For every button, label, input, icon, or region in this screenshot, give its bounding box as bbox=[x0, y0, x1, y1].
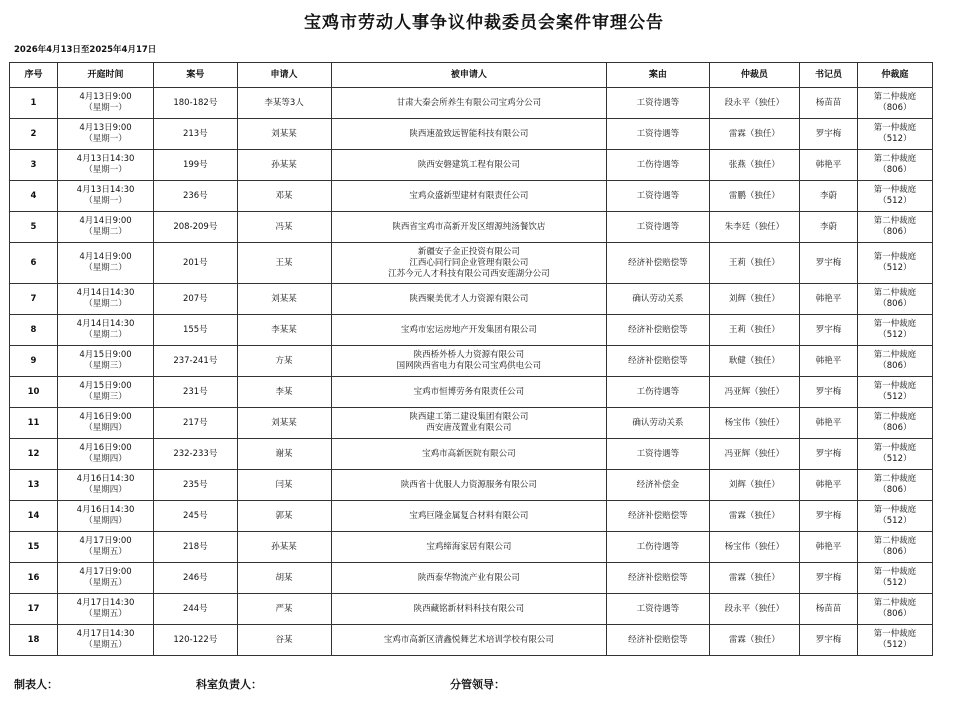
cell-arbitrator: 耿健（独任） bbox=[709, 346, 800, 377]
cell-clerk: 罗宇梅 bbox=[800, 625, 857, 656]
header-arbitrator: 仲裁员 bbox=[709, 63, 800, 88]
respondent-name: 宝鸡市高新医院有限公司 bbox=[422, 448, 516, 459]
tribunal-room: （806） bbox=[878, 423, 912, 433]
respondent-name: 国网陕西省电力有限公司宝鸡供电公司 bbox=[396, 361, 542, 371]
hearing-time: 4月13日9:00 bbox=[79, 92, 132, 102]
hearing-time: 4月16日14:30 bbox=[76, 505, 135, 515]
cell-respondent bbox=[331, 377, 607, 408]
cell-time bbox=[58, 150, 154, 181]
tribunal-name: 第一仲裁庭 bbox=[873, 252, 917, 262]
tribunal-room: （512） bbox=[878, 578, 912, 588]
cell-case-no: 199号 bbox=[154, 150, 238, 181]
cell-case-no: 245号 bbox=[154, 501, 238, 532]
cell-applicant: 方某 bbox=[237, 346, 331, 377]
table-row bbox=[10, 377, 933, 408]
hearing-time: 4月16日9:00 bbox=[79, 443, 132, 453]
cell-applicant: 谷某 bbox=[237, 625, 331, 656]
cell-arbitrator: 王莉（独任） bbox=[709, 243, 800, 284]
case-rows bbox=[10, 88, 933, 656]
hearing-time: 4月16日14:30 bbox=[76, 474, 135, 484]
cell-respondent bbox=[331, 346, 607, 377]
cell-cause: 工资待遇等 bbox=[607, 88, 709, 119]
cell-arbitrator: 刘辉（独任） bbox=[709, 284, 800, 315]
respondent-name: 西安唐茂置业有限公司 bbox=[426, 423, 512, 433]
cell-case-no: 244号 bbox=[154, 594, 238, 625]
table-row bbox=[10, 212, 933, 243]
hearing-weekday: （星期二） bbox=[84, 299, 127, 309]
tribunal-room: （512） bbox=[878, 640, 912, 650]
respondent-name: 宝鸡市恒博劳务有限责任公司 bbox=[413, 386, 525, 397]
table-row bbox=[10, 315, 933, 346]
cell-tribunal bbox=[857, 181, 932, 212]
table-row bbox=[10, 501, 933, 532]
tribunal-room: （512） bbox=[878, 330, 912, 340]
cell-seq: 14 bbox=[10, 501, 58, 532]
cell-arbitrator: 雷霖（独任） bbox=[709, 625, 800, 656]
cell-seq: 3 bbox=[10, 150, 58, 181]
cell-time bbox=[58, 377, 154, 408]
hearing-time: 4月16日9:00 bbox=[79, 412, 132, 422]
cell-case-no: 213号 bbox=[154, 119, 238, 150]
cell-time bbox=[58, 470, 154, 501]
tribunal-room: （806） bbox=[878, 485, 912, 495]
tribunal-name: 第一仲裁庭 bbox=[873, 443, 917, 453]
cell-clerk: 罗宇梅 bbox=[800, 501, 857, 532]
cell-clerk: 罗宇梅 bbox=[800, 243, 857, 284]
cell-applicant: 邓某 bbox=[237, 181, 331, 212]
cell-respondent bbox=[331, 212, 607, 243]
respondent-name: 宝鸡市宏运房地产开发集团有限公司 bbox=[400, 324, 537, 335]
hearing-time: 4月17日14:30 bbox=[76, 629, 135, 639]
tribunal-name: 第一仲裁庭 bbox=[873, 505, 917, 515]
cell-arbitrator: 雷鹏（独任） bbox=[709, 181, 800, 212]
tribunal-room: （512） bbox=[878, 516, 912, 526]
respondent-name: 陕西泰华物流产业有限公司 bbox=[417, 572, 520, 583]
hearing-time: 4月14日14:30 bbox=[76, 319, 135, 329]
tribunal-name: 第二仲裁庭 bbox=[873, 536, 917, 546]
cell-seq: 4 bbox=[10, 181, 58, 212]
cell-case-no: 180-182号 bbox=[154, 88, 238, 119]
table-row bbox=[10, 181, 933, 212]
hearing-weekday: （星期四） bbox=[84, 423, 127, 433]
tribunal-name: 第一仲裁庭 bbox=[873, 123, 917, 133]
tribunal-name: 第一仲裁庭 bbox=[873, 629, 917, 639]
cell-case-no: 231号 bbox=[154, 377, 238, 408]
cell-seq: 9 bbox=[10, 346, 58, 377]
cell-tribunal bbox=[857, 346, 932, 377]
cell-respondent bbox=[331, 594, 607, 625]
cell-case-no: 207号 bbox=[154, 284, 238, 315]
cell-cause: 经济补偿赔偿等 bbox=[607, 563, 709, 594]
cell-applicant: 李某某 bbox=[237, 315, 331, 346]
hearing-weekday: （星期一） bbox=[84, 103, 127, 113]
hearing-time: 4月14日14:30 bbox=[76, 288, 135, 298]
table-row bbox=[10, 594, 933, 625]
cell-seq: 1 bbox=[10, 88, 58, 119]
cell-applicant: 冯某 bbox=[237, 212, 331, 243]
cell-time bbox=[58, 212, 154, 243]
header-respondent: 被申请人 bbox=[331, 63, 607, 88]
tribunal-name: 第一仲裁庭 bbox=[873, 381, 917, 391]
cell-tribunal bbox=[857, 439, 932, 470]
cell-clerk: 韩艳平 bbox=[800, 532, 857, 563]
cell-tribunal bbox=[857, 150, 932, 181]
cell-arbitrator: 刘辉（独任） bbox=[709, 470, 800, 501]
cell-cause: 工伤待遇等 bbox=[607, 377, 709, 408]
cell-case-no: 201号 bbox=[154, 243, 238, 284]
cell-case-no: 235号 bbox=[154, 470, 238, 501]
cell-cause: 经济补偿赔偿等 bbox=[607, 243, 709, 284]
header-time: 开庭时间 bbox=[58, 63, 154, 88]
cell-tribunal bbox=[857, 88, 932, 119]
respondent-name: 陕西省宝鸡市高新开发区缙源纯汤餐饮店 bbox=[392, 221, 546, 232]
cell-applicant: 严某 bbox=[237, 594, 331, 625]
header-case-no: 案号 bbox=[154, 63, 238, 88]
page-title: 宝鸡市劳动人事争议仲裁委员会案件审理公告 bbox=[304, 13, 664, 33]
cell-applicant: 王某 bbox=[237, 243, 331, 284]
table-row bbox=[10, 439, 933, 470]
cell-time bbox=[58, 181, 154, 212]
respondent-name: 陕西速盈致远智能科技有限公司 bbox=[409, 128, 529, 139]
cell-respondent bbox=[331, 532, 607, 563]
cell-time bbox=[58, 119, 154, 150]
cell-respondent bbox=[331, 88, 607, 119]
cell-clerk: 李蔚 bbox=[800, 181, 857, 212]
hearing-weekday: （星期二） bbox=[84, 330, 127, 340]
cell-seq: 16 bbox=[10, 563, 58, 594]
tribunal-name: 第二仲裁庭 bbox=[873, 474, 917, 484]
cell-time bbox=[58, 284, 154, 315]
cell-cause: 经济补偿金 bbox=[607, 470, 709, 501]
tribunal-name: 第二仲裁庭 bbox=[873, 288, 917, 298]
footer-office-head: 科室负责人： bbox=[196, 678, 262, 691]
hearing-weekday: （星期五） bbox=[84, 547, 127, 557]
cell-cause: 经济补偿赔偿等 bbox=[607, 346, 709, 377]
tribunal-room: （806） bbox=[878, 361, 912, 371]
cell-case-no: 217号 bbox=[154, 408, 238, 439]
cell-case-no: 236号 bbox=[154, 181, 238, 212]
hearing-weekday: （星期三） bbox=[84, 392, 127, 402]
table-row bbox=[10, 150, 933, 181]
hearing-weekday: （星期四） bbox=[84, 516, 127, 526]
cell-case-no: 237-241号 bbox=[154, 346, 238, 377]
cell-cause: 工资待遇等 bbox=[607, 439, 709, 470]
respondent-name: 陕西聚美优才人力资源有限公司 bbox=[409, 293, 529, 304]
cell-arbitrator: 段永平（独任） bbox=[709, 88, 800, 119]
cell-cause: 确认劳动关系 bbox=[607, 408, 709, 439]
cell-tribunal bbox=[857, 212, 932, 243]
cell-tribunal bbox=[857, 408, 932, 439]
tribunal-room: （806） bbox=[878, 227, 912, 237]
hearing-weekday: （星期一） bbox=[84, 196, 127, 206]
cell-respondent bbox=[331, 625, 607, 656]
hearing-weekday: （星期三） bbox=[84, 361, 127, 371]
cell-arbitrator: 冯亚辉（独任） bbox=[709, 377, 800, 408]
hearing-time: 4月15日9:00 bbox=[79, 350, 132, 360]
table-row bbox=[10, 563, 933, 594]
tribunal-room: （806） bbox=[878, 103, 912, 113]
cell-seq: 17 bbox=[10, 594, 58, 625]
cell-tribunal bbox=[857, 470, 932, 501]
cell-seq: 6 bbox=[10, 243, 58, 284]
hearing-weekday: （星期二） bbox=[84, 263, 127, 273]
cell-case-no: 120-122号 bbox=[154, 625, 238, 656]
cell-arbitrator: 王莉（独任） bbox=[709, 315, 800, 346]
cell-clerk: 罗宇梅 bbox=[800, 119, 857, 150]
hearing-weekday: （星期四） bbox=[84, 454, 127, 464]
cell-seq: 8 bbox=[10, 315, 58, 346]
table-row bbox=[10, 243, 933, 284]
cell-tribunal bbox=[857, 625, 932, 656]
respondent-name: 甘肃大秦会所养生有限公司宝鸡分公司 bbox=[396, 97, 542, 108]
cell-cause: 工资待遇等 bbox=[607, 181, 709, 212]
cell-tribunal bbox=[857, 532, 932, 563]
cell-seq: 10 bbox=[10, 377, 58, 408]
cell-respondent bbox=[331, 408, 607, 439]
tribunal-name: 第二仲裁庭 bbox=[873, 92, 917, 102]
cell-arbitrator: 杨宝伟（独任） bbox=[709, 532, 800, 563]
table-row bbox=[10, 88, 933, 119]
respondent-name: 陕西省十优服人力资源服务有限公司 bbox=[400, 479, 537, 490]
cell-time bbox=[58, 563, 154, 594]
tribunal-name: 第一仲裁庭 bbox=[873, 567, 917, 577]
cell-respondent bbox=[331, 119, 607, 150]
cell-cause: 工资待遇等 bbox=[607, 212, 709, 243]
cell-time bbox=[58, 346, 154, 377]
hearing-weekday: （星期五） bbox=[84, 640, 127, 650]
hearing-time: 4月15日9:00 bbox=[79, 381, 132, 391]
cell-clerk: 罗宇梅 bbox=[800, 315, 857, 346]
cell-arbitrator: 段永平（独任） bbox=[709, 594, 800, 625]
cell-cause: 工伤待遇等 bbox=[607, 150, 709, 181]
case-table bbox=[9, 62, 933, 656]
cell-tribunal bbox=[857, 284, 932, 315]
cell-respondent bbox=[331, 501, 607, 532]
table-row bbox=[10, 625, 933, 656]
cell-tribunal bbox=[857, 243, 932, 284]
cell-time bbox=[58, 88, 154, 119]
tribunal-name: 第二仲裁庭 bbox=[873, 350, 917, 360]
cell-tribunal bbox=[857, 377, 932, 408]
cell-cause: 经济补偿赔偿等 bbox=[607, 625, 709, 656]
cell-case-no: 208-209号 bbox=[154, 212, 238, 243]
tribunal-name: 第二仲裁庭 bbox=[873, 154, 917, 164]
cell-seq: 11 bbox=[10, 408, 58, 439]
respondent-name: 新疆安子金正投资有限公司 bbox=[417, 246, 520, 257]
tribunal-name: 第二仲裁庭 bbox=[873, 598, 917, 608]
cell-respondent bbox=[331, 315, 607, 346]
respondent-name: 宝鸡缔海家居有限公司 bbox=[426, 541, 512, 552]
cell-respondent bbox=[331, 243, 607, 284]
cell-case-no: 246号 bbox=[154, 563, 238, 594]
hearing-weekday: （星期四） bbox=[84, 485, 127, 495]
cell-time bbox=[58, 439, 154, 470]
cell-time bbox=[58, 243, 154, 284]
cell-applicant: 胡某 bbox=[237, 563, 331, 594]
cell-clerk: 罗宇梅 bbox=[800, 377, 857, 408]
cell-respondent bbox=[331, 563, 607, 594]
cell-cause: 工资待遇等 bbox=[607, 119, 709, 150]
cell-cause: 工资待遇等 bbox=[607, 594, 709, 625]
cell-arbitrator: 雷霖（独任） bbox=[709, 119, 800, 150]
header-clerk: 书记员 bbox=[800, 63, 857, 88]
cell-arbitrator: 杨宝伟（独任） bbox=[709, 408, 800, 439]
cell-cause: 工伤待遇等 bbox=[607, 532, 709, 563]
cell-applicant: 李某等3人 bbox=[237, 88, 331, 119]
cell-seq: 13 bbox=[10, 470, 58, 501]
cell-time bbox=[58, 625, 154, 656]
hearing-time: 4月17日9:00 bbox=[79, 536, 132, 546]
hearing-time: 4月14日9:00 bbox=[79, 252, 132, 262]
cell-respondent bbox=[331, 181, 607, 212]
cell-respondent bbox=[331, 150, 607, 181]
header-seq: 序号 bbox=[10, 63, 58, 88]
cell-arbitrator: 张燕（独任） bbox=[709, 150, 800, 181]
table-row bbox=[10, 532, 933, 563]
tribunal-name: 第二仲裁庭 bbox=[873, 216, 917, 226]
tribunal-room: （512） bbox=[878, 196, 912, 206]
cell-applicant: 李某 bbox=[237, 377, 331, 408]
hearing-time: 4月13日9:00 bbox=[79, 123, 132, 133]
table-row bbox=[10, 119, 933, 150]
cell-clerk: 韩艳平 bbox=[800, 284, 857, 315]
cell-applicant: 谢某 bbox=[237, 439, 331, 470]
hearing-time: 4月17日9:00 bbox=[79, 567, 132, 577]
cell-applicant: 郭某 bbox=[237, 501, 331, 532]
cell-case-no: 218号 bbox=[154, 532, 238, 563]
cell-seq: 15 bbox=[10, 532, 58, 563]
hearing-time: 4月14日9:00 bbox=[79, 216, 132, 226]
cell-clerk: 李蔚 bbox=[800, 212, 857, 243]
respondent-name: 陕西桥外桥人力资源有限公司 bbox=[413, 350, 525, 360]
respondent-name: 江苏今元人才科技有限公司西安莲湖分公司 bbox=[388, 268, 550, 279]
cell-tribunal bbox=[857, 501, 932, 532]
cell-clerk: 韩艳平 bbox=[800, 470, 857, 501]
table-header-row bbox=[10, 63, 933, 88]
cell-applicant: 闫某 bbox=[237, 470, 331, 501]
tribunal-room: （512） bbox=[878, 263, 912, 273]
cell-tribunal bbox=[857, 119, 932, 150]
cell-time bbox=[58, 408, 154, 439]
cell-seq: 2 bbox=[10, 119, 58, 150]
respondent-name: 陕西安磐建筑工程有限公司 bbox=[417, 159, 520, 170]
header-tribunal: 仲裁庭 bbox=[857, 63, 932, 88]
cell-applicant: 孙某某 bbox=[237, 150, 331, 181]
cell-case-no: 232-233号 bbox=[154, 439, 238, 470]
table-row bbox=[10, 408, 933, 439]
cell-clerk: 韩艳平 bbox=[800, 150, 857, 181]
tribunal-room: （512） bbox=[878, 454, 912, 464]
tribunal-room: （806） bbox=[878, 165, 912, 175]
respondent-name: 宝鸡市高新区清鑫悦舞艺术培训学校有限公司 bbox=[383, 634, 554, 645]
tribunal-name: 第二仲裁庭 bbox=[873, 412, 917, 422]
cell-cause: 经济补偿赔偿等 bbox=[607, 501, 709, 532]
cell-respondent bbox=[331, 470, 607, 501]
hearing-time: 4月13日14:30 bbox=[76, 185, 135, 195]
tribunal-room: （512） bbox=[878, 392, 912, 402]
cell-arbitrator: 朱李廷（独任） bbox=[709, 212, 800, 243]
cell-cause: 经济补偿赔偿等 bbox=[607, 315, 709, 346]
hearing-time: 4月13日14:30 bbox=[76, 154, 135, 164]
footer-preparer: 制表人： bbox=[14, 678, 58, 691]
cell-applicant: 刘某某 bbox=[237, 408, 331, 439]
cell-clerk: 杨苗苗 bbox=[800, 88, 857, 119]
hearing-weekday: （星期五） bbox=[84, 578, 127, 588]
cell-tribunal bbox=[857, 563, 932, 594]
cell-seq: 18 bbox=[10, 625, 58, 656]
cell-case-no: 155号 bbox=[154, 315, 238, 346]
hearing-weekday: （星期五） bbox=[84, 609, 127, 619]
cell-tribunal bbox=[857, 315, 932, 346]
respondent-name: 宝鸡巨隆金属复合材料有限公司 bbox=[409, 510, 529, 521]
hearing-weekday: （星期二） bbox=[84, 227, 127, 237]
table-row bbox=[10, 284, 933, 315]
respondent-name: 江西心同行同企业管理有限公司 bbox=[409, 257, 529, 268]
footer-supervisor: 分管领导： bbox=[450, 678, 505, 691]
date-range: 2026年4月13日至2025年4月17日 bbox=[14, 45, 157, 55]
cell-clerk: 罗宇梅 bbox=[800, 439, 857, 470]
respondent-name: 宝鸡众盛新型建材有限责任公司 bbox=[409, 190, 529, 201]
tribunal-name: 第一仲裁庭 bbox=[873, 185, 917, 195]
respondent-name: 陕西建工第二建设集团有限公司 bbox=[409, 412, 529, 422]
cell-seq: 5 bbox=[10, 212, 58, 243]
cell-arbitrator: 冯亚辉（独任） bbox=[709, 439, 800, 470]
cell-respondent bbox=[331, 284, 607, 315]
cell-seq: 12 bbox=[10, 439, 58, 470]
cell-applicant: 刘某某 bbox=[237, 284, 331, 315]
header-applicant: 申请人 bbox=[237, 63, 331, 88]
tribunal-name: 第一仲裁庭 bbox=[873, 319, 917, 329]
cell-time bbox=[58, 501, 154, 532]
respondent-name: 陕西藏铭新材料科技有限公司 bbox=[413, 603, 525, 614]
cell-cause: 确认劳动关系 bbox=[607, 284, 709, 315]
cell-time bbox=[58, 532, 154, 563]
cell-seq: 7 bbox=[10, 284, 58, 315]
cell-applicant: 孙某某 bbox=[237, 532, 331, 563]
hearing-weekday: （星期一） bbox=[84, 165, 127, 175]
hearing-weekday: （星期一） bbox=[84, 134, 127, 144]
cell-applicant: 刘某某 bbox=[237, 119, 331, 150]
cell-time bbox=[58, 594, 154, 625]
cell-clerk: 韩艳平 bbox=[800, 408, 857, 439]
tribunal-room: （512） bbox=[878, 134, 912, 144]
hearing-time: 4月17日14:30 bbox=[76, 598, 135, 608]
tribunal-room: （806） bbox=[878, 547, 912, 557]
cell-arbitrator: 雷霖（独任） bbox=[709, 501, 800, 532]
cell-clerk: 罗宇梅 bbox=[800, 563, 857, 594]
cell-arbitrator: 雷霖（独任） bbox=[709, 563, 800, 594]
cell-respondent bbox=[331, 439, 607, 470]
header-cause: 案由 bbox=[607, 63, 709, 88]
cell-time bbox=[58, 315, 154, 346]
cell-clerk: 杨苗苗 bbox=[800, 594, 857, 625]
tribunal-room: （806） bbox=[878, 299, 912, 309]
cell-tribunal bbox=[857, 594, 932, 625]
cell-clerk: 韩艳平 bbox=[800, 346, 857, 377]
table-row bbox=[10, 470, 933, 501]
table-row bbox=[10, 346, 933, 377]
tribunal-room: （806） bbox=[878, 609, 912, 619]
